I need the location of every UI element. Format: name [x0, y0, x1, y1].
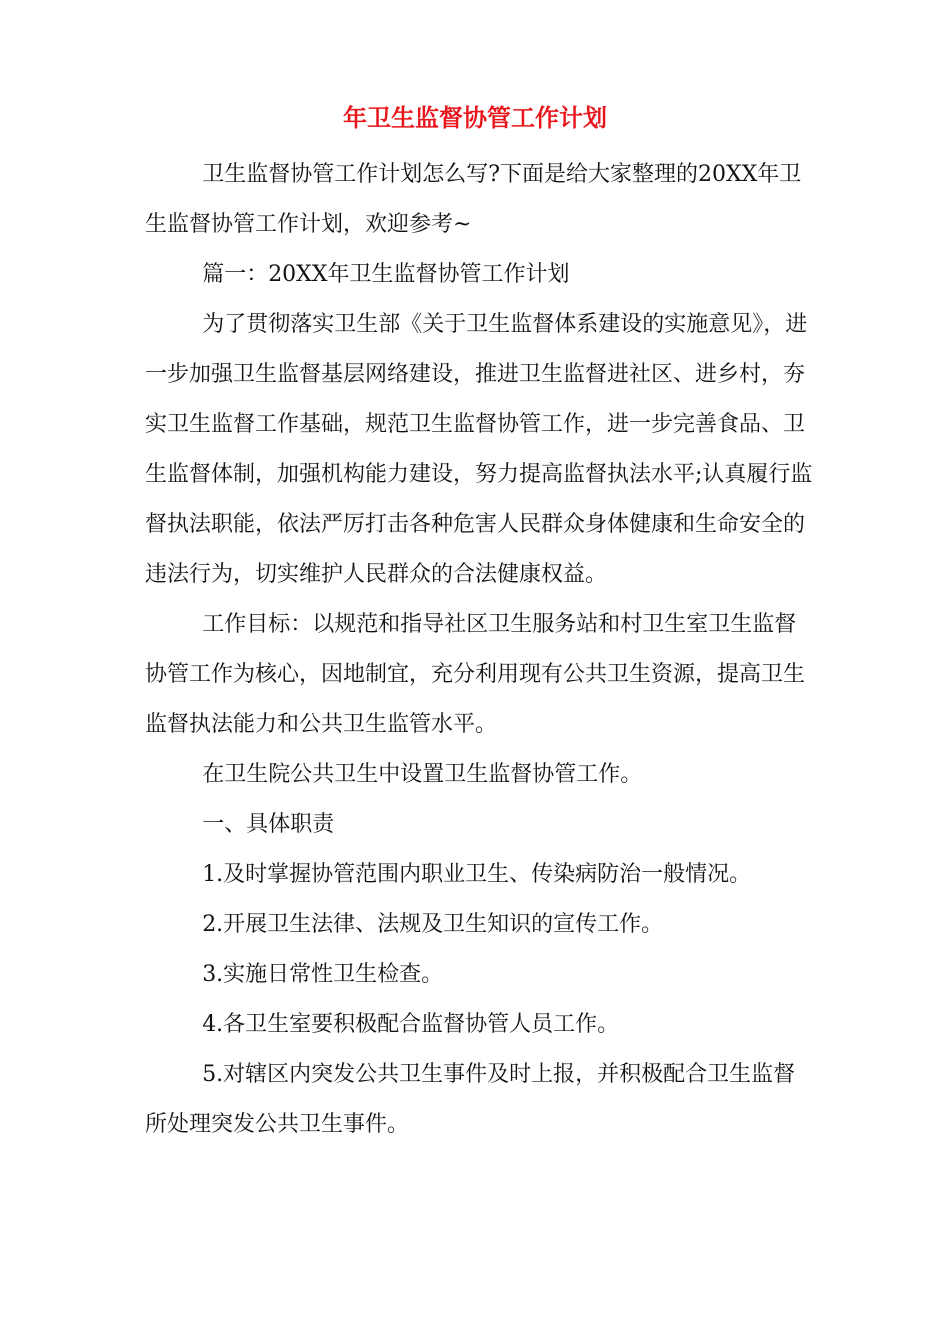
paragraph-goal: 工作目标：以规范和指导社区卫生服务站和村卫生室卫生监督协管工作为核心，因地制宜，充分利用现有公共卫生资源，提高卫生监督执法能力和公共卫生监管水平。	[145, 612, 806, 737]
paragraph-duties-heading: 一、具体职责	[202, 812, 335, 837]
document-body	[145, 150, 817, 1150]
list-item-duty-3: 3.实施日常性卫生检查。	[202, 962, 444, 987]
list-item-duty-4: 4.各卫生室要积极配合监督协管人员工作。	[202, 1012, 620, 1037]
list-item-duty-5: 5.对辖区内突发公共卫生事件及时上报，并积极配合卫生监督所处理突发公共卫生事件。	[145, 1062, 796, 1137]
document-title: 年卫生监督协管工作计划	[343, 104, 607, 132]
paragraph-section-heading: 篇一：20XX年卫生监督协管工作计划	[202, 262, 570, 287]
list-item-duty-1: 1.及时掌握协管范围内职业卫生、传染病防治一般情况。	[202, 862, 752, 887]
paragraph-setup: 在卫生院公共卫生中设置卫生监督协管工作。	[202, 762, 643, 787]
paragraph-purpose: 为了贯彻落实卫生部《关于卫生监督体系建设的实施意见》，进一步加强卫生监督基层网络建设，推进卫生监督进社区、进乡村，夯实卫生监督工作基础，规范卫生监督协管工作，进一步完善食品、卫生监督体制，加强机构能力建设，努力提高监督执法水平;认真履行监督执法职能，依法严厉打击各种危害人民群众身体健康和生命安全的违法行为，切实维护人民群众的合法健康权益。	[145, 312, 813, 587]
list-item-duty-2: 2.开展卫生法律、法规及卫生知识的宣传工作。	[202, 912, 664, 937]
paragraph-intro: 卫生监督协管工作计划怎么写?下面是给大家整理的20XX年卫生监督协管工作计划，欢迎参考~	[145, 162, 802, 237]
